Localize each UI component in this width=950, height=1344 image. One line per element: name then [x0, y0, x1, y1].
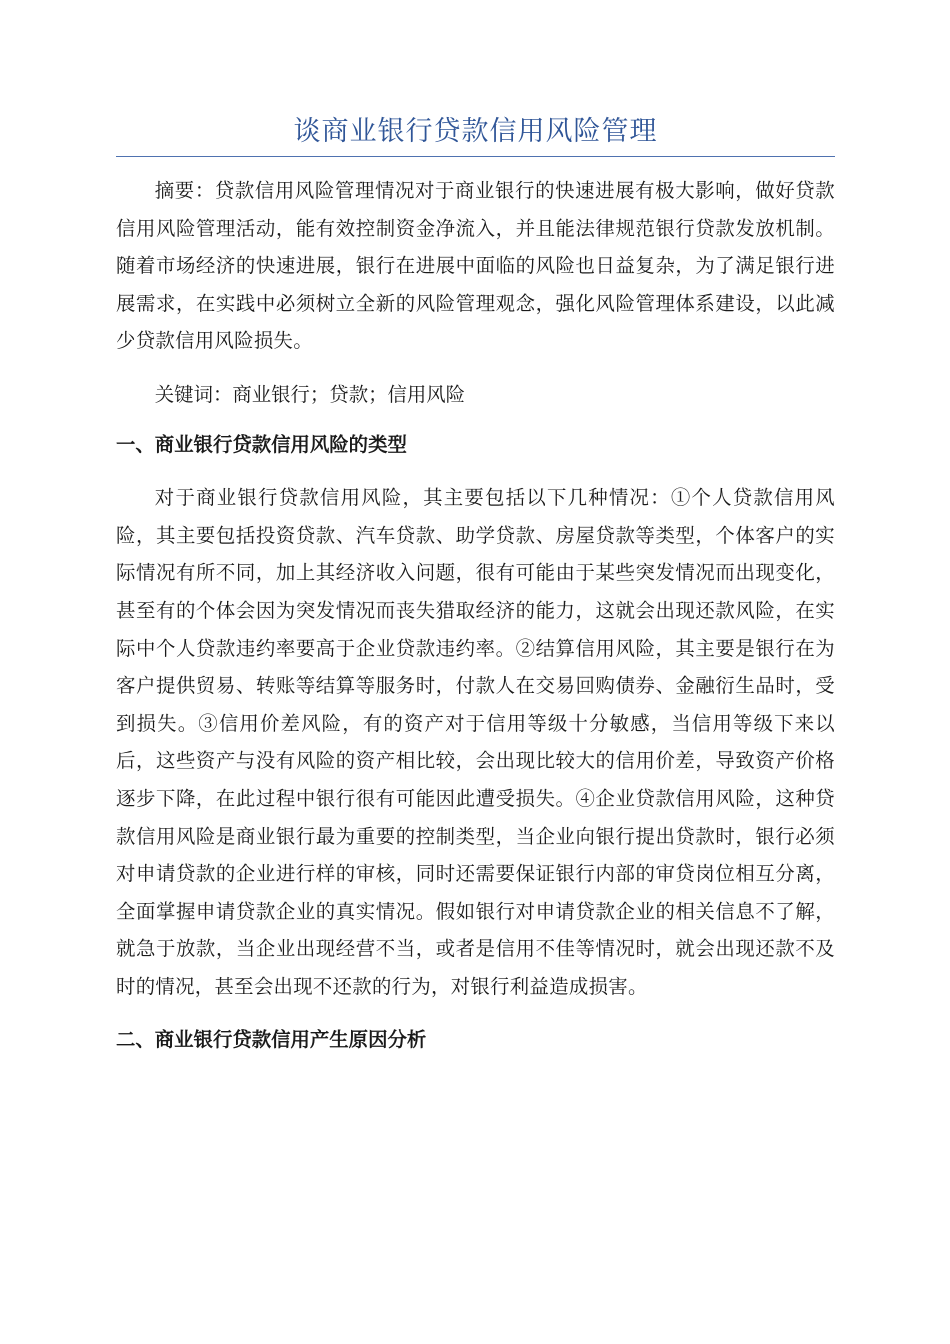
document-title: 谈商业银行贷款信用风险管理 — [293, 116, 658, 147]
title-block — [116, 112, 835, 157]
keywords-line: 关键词：商业银行；贷款；信用风险 — [154, 382, 466, 406]
section-2-heading: 二、商业银行贷款信用产生原因分析 — [116, 1028, 427, 1052]
section-1-heading: 一、商业银行贷款信用风险的类型 — [116, 432, 407, 456]
document-body — [116, 172, 835, 1075]
section-1-paragraph: 对于商业银行贷款信用风险，其主要包括以下几种情况：①个人贷款信用风险，其主要包括投资贷款、汽车贷款、助学贷款、房屋贷款等类型，个体客户的实际情况有所不同，加上其经济收入问题，很有可能由于某些突发情况而出现变化，甚至有的个体会因为突发情况而丧失猎取经济的能力，这就会出现还款风险，在实际中个人贷款违约率要高于企业贷款违约率。②结算信用风险，其主要是银行在为客户提供贸易、转账等结算等服务时，付款人在交易回购债券、金融衍生品时，受到损失。③信用价差风险，有的资产对于信用等级十分敏感，当信用等级下来以后，这些资产与没有风险的资产相比较，会出现比较大的信用价差，导致资产价格逐步下降，在此过程中银行很有可能因此遭受损失。④企业贷款信用风险，这种贷款信用风险是商业银行最为重要的控制类型，当企业向银行提出贷款时，银行必须对申请贷款的企业进行样的审核，同时还需要保证银行内部的审贷岗位相互分离，全面掌握申请贷款企业的真实情况。假如银行对申请贷款企业的相关信息不了解，就急于放款，当企业出现经营不当，或者是信用不佳等情况时，就会出现还款不及时的情况，甚至会出现不还款的行为，对银行利益造成损害。 — [116, 486, 835, 998]
abstract-paragraph: 摘要：贷款信用风险管理情况对于商业银行的快速进展有极大影响，做好贷款信用风险管理活动，能有效控制资金净流入，并且能法律规范银行贷款发放机制。随着市场经济的快速进展，银行在进展中面临的风险也日益复杂，为了满足银行进展需求，在实践中必须树立全新的风险管理观念，强化风险管理体系建设，以此减少贷款信用风险损失。 — [116, 179, 835, 353]
